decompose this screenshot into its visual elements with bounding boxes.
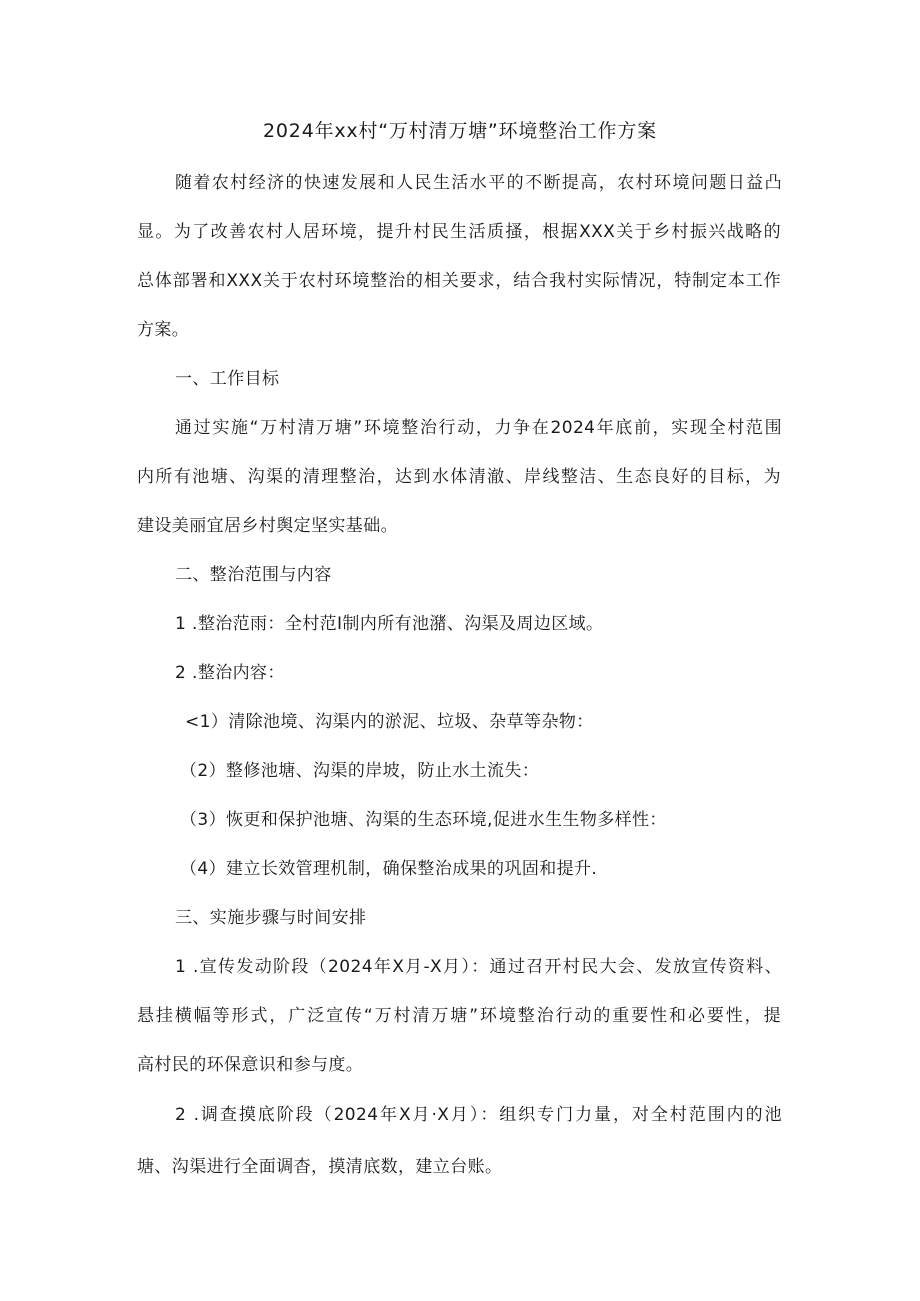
intro-line-2: 显。为了改善农村人居环境，提升村民生活质搔，根据XXX关于乡村振兴战略的 (137, 222, 781, 242)
goals-line-1: 通过实施“万村清万塘”环境整治行动，力争在2024年底前，实现全村范围 (175, 418, 782, 438)
intro-line-4: 方案。 (137, 320, 190, 340)
scope-sub-item-1: <1）清除池境、沟渠内的淤泥、垃圾、杂草等杂物： (185, 712, 594, 732)
intro-line-1: 随着农村经济的快速发展和人民生活水平的不断提高，农村环境问题日益凸 (175, 173, 782, 193)
scope-sub-item-4: （4）建立长效管理机制，确保整治成果的巩固和提升. (180, 859, 598, 879)
section-heading-scope: 二、整治范围与内容 (175, 565, 332, 585)
section-heading-steps: 三、实施步骤与时间安排 (175, 908, 367, 928)
document-title: 2024年xx村“万村清万塘”环境整治工作方案 (263, 120, 657, 142)
scope-sub-item-3: （3）恢更和保护池塘、沟渠的生态环境,促进水生生物多样性： (180, 810, 667, 830)
scope-sub-item-2: （2）整修池塘、沟渠的岸坡，防止水土流失： (180, 761, 540, 781)
steps-item-1-line-3: 高村民的环保意识和参与度。 (137, 1055, 364, 1075)
scope-item-1: 1 .整治范雨：全村范I制内所有池潴、沟渠及周边区域。 (175, 614, 604, 634)
steps-item-2-line-2: 塘、沟渠进行全面调杳，摸清底数，建立台账。 (137, 1157, 503, 1177)
section-heading-goals: 一、工作目标 (175, 369, 280, 389)
steps-item-1-line-2: 悬挂横幅等形式，广泛宣传“万村清万塘”环境整治行动的重要性和必要性，提 (137, 1006, 781, 1026)
intro-line-3: 总体部署和XXX关于农村环境整治的相关要求，结合我村实际情况，特制定本工作 (137, 271, 781, 291)
scope-item-2: 2 .整治内容： (175, 663, 285, 683)
steps-item-1-line-1: 1 .宣传发动阶段（2024年X月-X月）：通过召开村民大会、发放宣传资料、 (175, 957, 782, 977)
goals-line-2: 内所有池塘、沟渠的清理整治，达到水体清澈、岸线整洁、生态良好的目标，为 (137, 467, 781, 487)
steps-item-2-line-1: 2 .调查摸底阶段（2024年X月·X月）：组织专门力量，对全村范围内的池 (175, 1105, 782, 1125)
goals-line-3: 建设美丽宜居乡村舆定坚实基础。 (137, 516, 398, 536)
